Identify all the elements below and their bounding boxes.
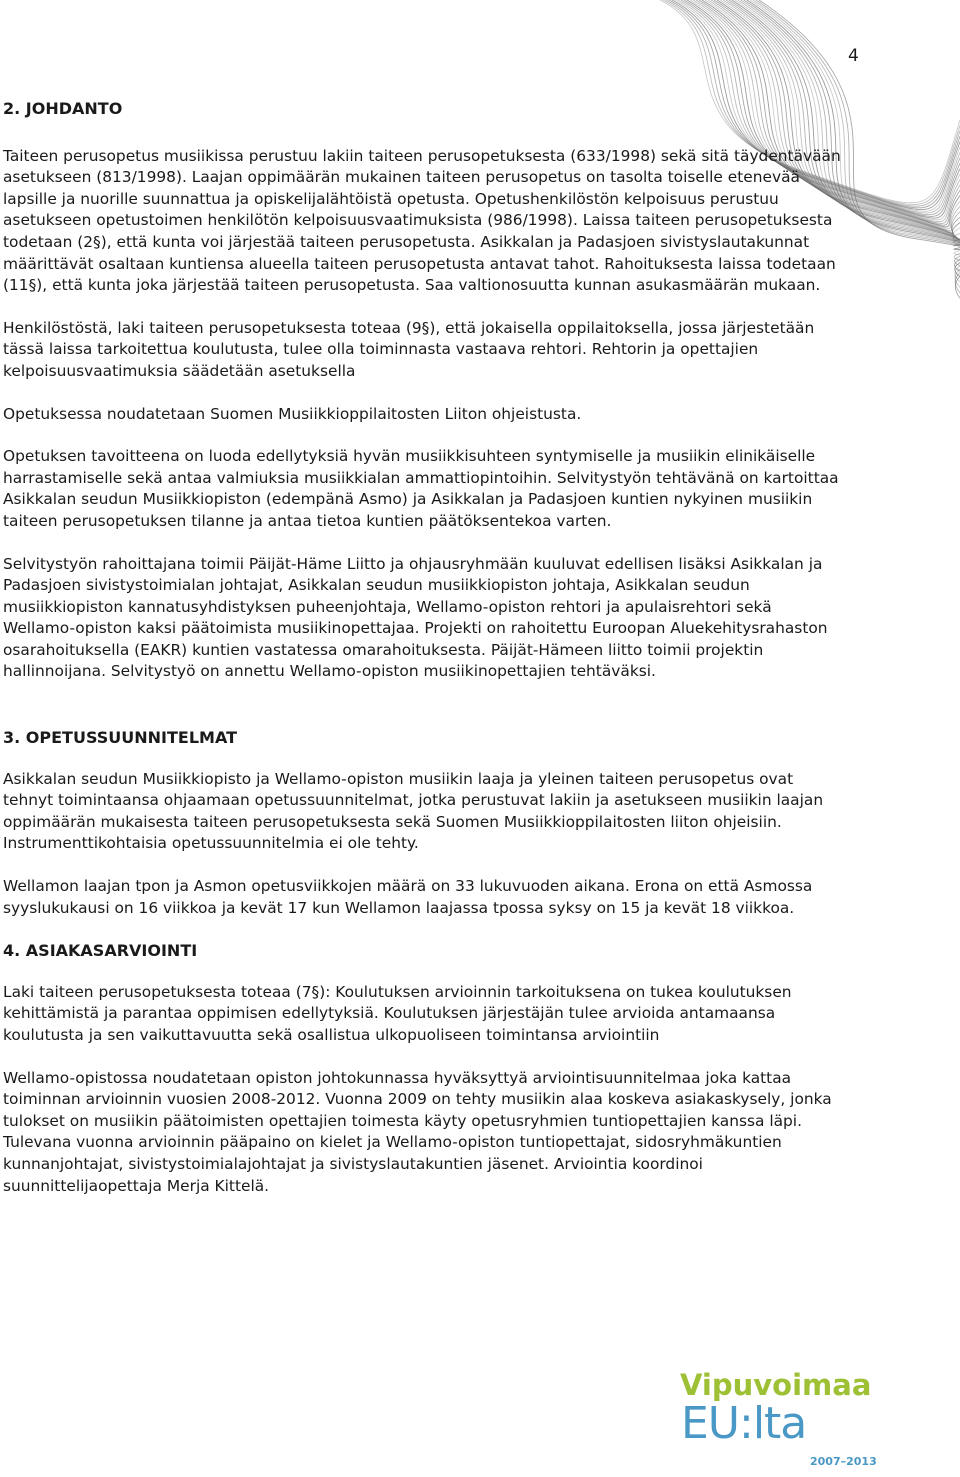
paragraph-curricula: Asikkalan seudun Musiikkiopisto ja Wellamo-opiston musiikin laaja ja yleinen taiteen perusopetus ovat tehnyt toimintaansa ohjaamaan opetussuunnitelmat, jotka perustuvat lakiin ja asetukseen musiikin laajan oppimäärän mukaisesta taiteen perusopetuksesta sekä Suomen Musiikkioppilaitosten liiton ohjeisiin. Instrumenttikohtaisia opetussuunnitelmia ei ole tehty. <box>3 769 824 853</box>
paragraph-evaluation-law: Laki taiteen perusopetuksesta toteaa (7§): Koulutuksen arvioinnin tarkoituksena on tukea koulutuksen kehittämistä ja parantaa oppimisen edellytyksiä. Koulutuksen järjestäjän tulee arvioida antamaansa koulutusta ja sen vaikuttavuutta sekä osallistua ulkopuoliseen toimintansa arviointiin <box>3 982 792 1044</box>
paragraph-goals: Opetuksen tavoitteena on luoda edellytyksiä hyvän musiikkisuhteen syntymiselle ja musiikin elinikäiselle harrastamiselle sekä antaa valmiuksia musiikkialan ammattiopintoihin. Selvitystyön tehtävänä on kartoittaa Asikkalan seudun Musiikkiopiston (edempänä Asmo) ja Asikkalan ja Padasjoen kuntien nykyinen musiikin taiteen perusopetuksen tilanne ja antaa tietoa kuntien päätöksentekoa varten. <box>3 447 839 530</box>
logo-years: 2007–2013 <box>810 1455 877 1468</box>
paragraph-guidelines: Opetuksessa noudatetaan Suomen Musiikkioppilaitosten Liiton ohjeistusta. <box>3 404 582 423</box>
vipuvoimaa-eu-logo <box>680 1368 880 1468</box>
paragraph-staff: Henkilöstöstä, laki taiteen perusopetuksesta toteaa (9§), että jokaisella oppilaitoksella, jossa järjestetään tässä laissa tarkoitettua koulutusta, tulee olla toiminnasta vastaava rehtori. Rehtorin ja opettajien kelpoisuusvaatimuksia säädetään asetuksella <box>3 318 815 380</box>
logo-line2: EU:lta <box>681 1398 807 1449</box>
paragraph-evaluation-plan: Wellamo-opistossa noudatetaan opiston johtokunnassa hyväksyttyä arviointisuunnitelmaa joka kattaa toiminnan arvioinnin vuosien 2008-2012. Vuonna 2009 on tehty musiikin alaa koskeva asiakaskysely, jonka tulokset on musiikin päätoimisten opettajien toimesta käyty opetusryhmien tuntiopettajien kanssa läpi. Tulevana vuonna arvioinnin pääpaino on kielet ja Wellamo-opiston tuntiopettajat, sidosryhmäkuntien kunnanjohtajat, sivistystoimialajohtajat ja sivistyslautakuntien jäsenet. Arviointia koordinoi suunnittelijaopettaja Merja Kittelä. <box>3 1068 832 1195</box>
section-heading-asiakasarviointi: 4. ASIAKASARVIOINTI <box>3 941 198 961</box>
page-number: 4 <box>848 46 859 66</box>
paragraph-weeks: Wellamon laajan tpon ja Asmon opetusviikkojen määrä on 33 lukuvuoden aikana. Erona on että Asmossa syyslukukausi on 16 viikkoa ja kevät 17 kun Wellamon laajassa tpossa syksy on 15 ja kevät 18 viikkoa. <box>3 877 813 917</box>
document-body <box>3 98 845 1197</box>
paragraph-legal-basis: Taiteen perusopetus musiikissa perustuu lakiin taiteen perusopetuksesta (633/1998) sekä sitä täydentävään asetukseen (813/1998). Laajan oppimäärän mukainen taiteen perusopetus on tasolta toiselle etenevää lapsille ja nuorille suunnattua ja opiskelijalähtöistä opetusta. Opetushenkilöstön kelpoisuus perustuu asetukseen opetustoimen henkilötön kelpoisuusvaatimuksista (986/1998). Laissa taiteen perusopetuksesta todetaan (2§), että kunta voi järjestää taiteen perusopetusta. Asikkalan ja Padasjoen sivistyslautakunnat määrittävät osaltaan kuntiensa alueella taiteen perusopetusta antavat tahot. Rahoituksesta laissa todetaan (11§), että kunta joka järjestää taiteen perusopetusta. Saa valtionosuutta kunnan asukasmäärän mukaan. <box>3 146 841 295</box>
section-heading-opetussuunnitelmat: 3. OPETUSSUUNNITELMAT <box>3 728 238 748</box>
section-heading-johdanto: 2. JOHDANTO <box>3 99 123 118</box>
paragraph-funding: Selvitystyön rahoittajana toimii Päijät-Häme Liitto ja ohjausryhmään kuuluvat edellisen lisäksi Asikkalan ja Padasjoen sivistystoimialan johtajat, Asikkalan seudun musiikkiopiston johtaja, Asikkalan seudun musiikkiopiston kannatusyhdistyksen puheenjohtaja, Wellamo-opiston rehtori ja apulaisrehtori sekä Wellamo-opiston kaksi päätoimista musiikinopettajaa. Projekti on rahoitettu Euroopan Aluekehitysrahaston osarahoituksella (EAKR) kuntien vastatessa omarahoituksesta. Päijät-Hämeen liitto toimii projektin hallinnoijana. Selvitystyö on annettu Wellamo-opiston musiikinopettajien tehtäväksi. <box>3 554 828 681</box>
logo-line1: Vipuvoimaa <box>680 1368 872 1402</box>
